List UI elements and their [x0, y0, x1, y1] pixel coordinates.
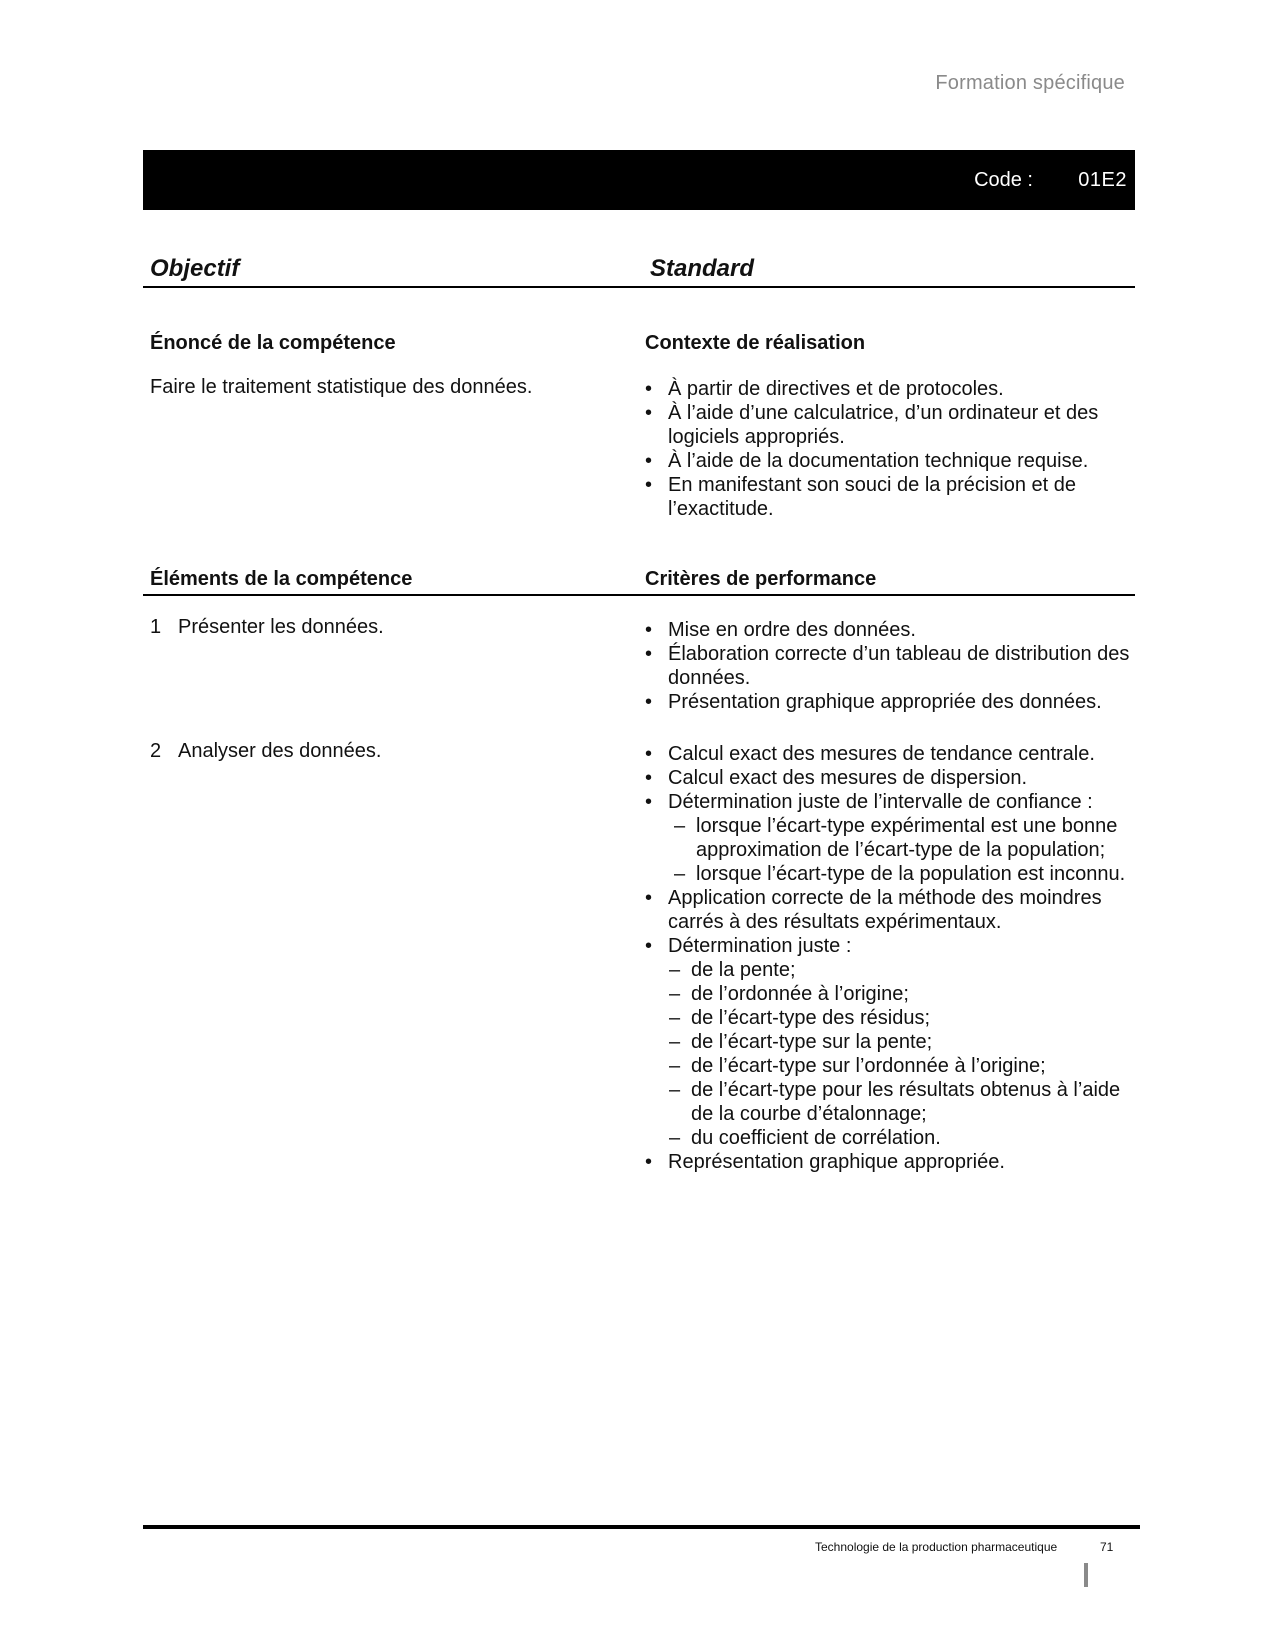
footer-title: Technologie de la production pharmaceutique	[815, 1540, 1058, 1554]
list-item: • À l’aide de la documentation technique requise.	[645, 449, 1130, 473]
column-heading-standard: Standard	[650, 255, 755, 282]
contexte-list	[645, 377, 1130, 521]
elements-title: Éléments de la compétence	[150, 568, 413, 590]
criteres-list-1	[645, 618, 1135, 714]
list-item: • Élaboration correcte d’un tableau de distribution des données.	[645, 642, 1135, 690]
list-item: • À l’aide d’une calculatrice, d’un ordinateur et des logiciels appropriés.	[645, 401, 1130, 449]
section-rule	[143, 594, 1135, 596]
sub-list-item: – du coefficient de corrélation.	[668, 1126, 1135, 1150]
sub-list-item: – lorsque l’écart-type expérimental est une bonne approximation de l’écart-type de la population;	[668, 814, 1135, 862]
sub-list-item: – de l’écart-type sur l’ordonnée à l’origine;	[668, 1054, 1135, 1078]
list-item-text: Détermination juste :	[668, 935, 852, 957]
list-item: • Représentation graphique appropriée.	[645, 1150, 1135, 1174]
list-item: • Application correcte de la méthode des moindres carrés à des résultats expérimentaux.	[645, 886, 1135, 934]
list-item	[645, 790, 1135, 886]
enonce-text: Faire le traitement statistique des données.	[150, 376, 533, 398]
sub-list-item: – de l’écart-type pour les résultats obtenus à l’aide de la courbe d’étalonnage;	[668, 1078, 1135, 1126]
sub-list-item: – de la pente;	[668, 958, 1135, 982]
sub-list-item: – de l’ordonnée à l’origine;	[668, 982, 1135, 1006]
list-item: • En manifestant son souci de la précision et de l’exactitude.	[645, 473, 1130, 521]
list-item-text: Détermination juste de l’intervalle de confiance :	[668, 791, 1093, 813]
list-item: • Présentation graphique appropriée des données.	[645, 690, 1135, 714]
element-number: 2	[150, 740, 162, 762]
margin-mark	[1084, 1563, 1088, 1587]
criteres-list-2	[645, 742, 1135, 1174]
element-text: Analyser des données.	[178, 740, 382, 762]
code-label: Code :	[974, 169, 1033, 191]
column-heading-rule	[143, 286, 1135, 288]
section-header: Formation spécifique	[935, 72, 1125, 94]
criteres-title: Critères de performance	[645, 568, 877, 590]
list-item: • À partir de directives et de protocoles.	[645, 377, 1130, 401]
element-item	[150, 616, 384, 639]
column-heading-objectif: Objectif	[150, 255, 240, 282]
element-item	[150, 740, 381, 763]
sub-list-item: – de l’écart-type sur la pente;	[668, 1030, 1135, 1054]
list-item: • Calcul exact des mesures de dispersion.	[645, 766, 1135, 790]
element-text: Présenter les données.	[178, 616, 384, 638]
contexte-title: Contexte de réalisation	[645, 332, 866, 354]
enonce-title: Énoncé de la compétence	[150, 332, 396, 354]
code-value: 01E2	[1078, 169, 1127, 191]
page-number: 71	[1100, 1540, 1114, 1554]
list-item: • Calcul exact des mesures de tendance centrale.	[645, 742, 1135, 766]
sub-list-item: – lorsque l’écart-type de la population est inconnu.	[668, 862, 1135, 886]
list-item: • Mise en ordre des données.	[645, 618, 1135, 642]
footer-rule	[143, 1525, 1140, 1529]
code-bar	[143, 150, 1135, 210]
element-number: 1	[150, 616, 162, 638]
sub-list-item: – de l’écart-type des résidus;	[668, 1006, 1135, 1030]
sub-list	[668, 958, 1135, 1150]
sub-list	[668, 814, 1135, 886]
list-item	[645, 934, 1135, 1150]
